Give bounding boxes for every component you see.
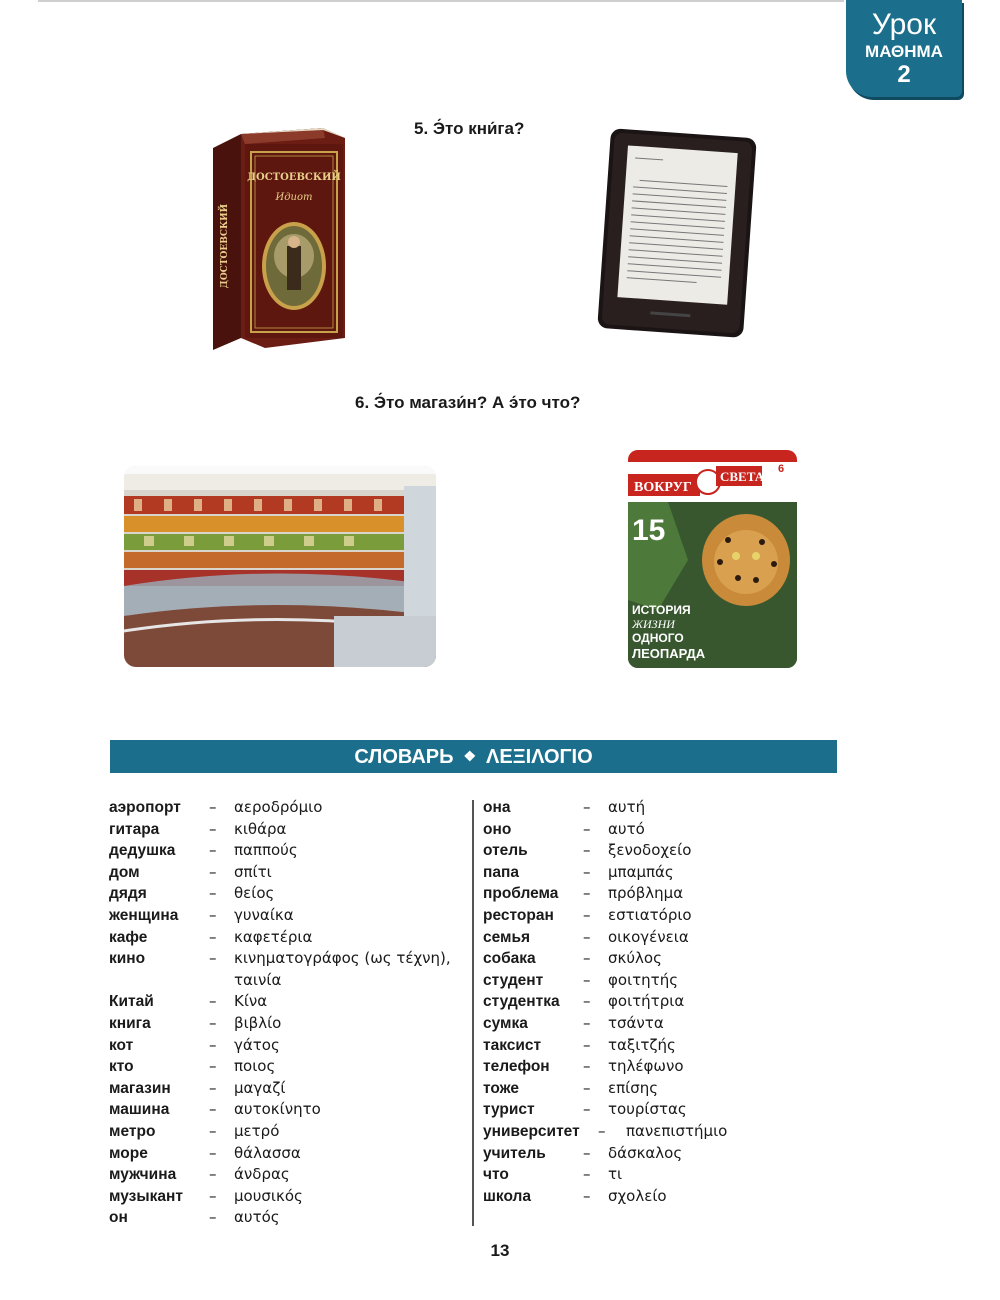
- question-5: 5. Э́то кни́га?: [414, 119, 525, 138]
- magazine-image: [628, 450, 797, 668]
- vocab-gr: κινηματογράφος (ως τέχνη), ταινία: [234, 949, 451, 989]
- vocab-gr: αυτή: [608, 798, 646, 816]
- vocab-dash: –: [209, 1165, 217, 1184]
- vocab-dash: –: [209, 992, 217, 1011]
- vocab-dash: –: [209, 862, 217, 881]
- vocab-ru: проблема: [483, 885, 559, 903]
- vocab-dash: –: [583, 1078, 591, 1097]
- magazine-masthead-left: ВОКРУГ: [634, 480, 692, 495]
- magazine-line-1: ИСТОРИЯ: [632, 603, 691, 617]
- vocab-ru: отель: [483, 842, 528, 860]
- vocab-dash: –: [209, 1078, 217, 1097]
- vocab-ru: книга: [109, 1014, 151, 1032]
- vocab-gr: γάτος: [234, 1035, 280, 1054]
- vocab-dash: –: [209, 1208, 217, 1227]
- vocab-gr: αεροδρόμιο: [234, 798, 323, 816]
- vocab-gr: εστιατόριο: [608, 905, 692, 924]
- vocab-dash: –: [209, 841, 217, 860]
- vocab-ru: ресторан: [483, 906, 554, 924]
- vocab-dash: –: [583, 1057, 591, 1076]
- book-cover-title: Идиот: [275, 192, 313, 203]
- vocab-ru: семья: [483, 928, 531, 946]
- vocab-ru: женщина: [109, 906, 179, 924]
- vocab-dash: –: [583, 1165, 591, 1184]
- ereader-image: [590, 127, 762, 339]
- vocab-gr: τσάντα: [608, 1013, 664, 1032]
- vocab-gr: πανεπιστήμιο: [626, 1121, 728, 1140]
- vocab-ru: собака: [483, 950, 536, 968]
- vocab-gr: καφετέρια: [234, 927, 313, 946]
- magazine-masthead-right: СВЕТА: [720, 469, 765, 484]
- magazine-line-2: ЖИЗНИ: [632, 617, 675, 631]
- book-spine-text: ДОСТОЕВСКИЙ: [220, 203, 230, 289]
- vocab-ru: магазин: [109, 1079, 171, 1097]
- vocab-gr: δάσκαλος: [608, 1143, 683, 1162]
- vocab-gr: αυτό: [608, 819, 645, 838]
- vocab-dash: –: [583, 841, 591, 860]
- vocab-gr: σχολείο: [608, 1186, 667, 1205]
- book-image: [205, 126, 350, 351]
- vocab-gr: θάλασσα: [234, 1143, 301, 1162]
- vocab-dash: –: [583, 949, 591, 968]
- vocab-dash: –: [583, 1035, 591, 1054]
- vocab-gr: πρόβλημα: [608, 884, 684, 903]
- vocab-dash: –: [209, 1143, 217, 1162]
- vocab-dash: –: [209, 819, 217, 838]
- vocab-dash: –: [209, 884, 217, 903]
- vocab-ru: папа: [483, 863, 519, 881]
- vocab-gr: παππούς: [234, 841, 298, 860]
- vocab-dash: –: [583, 1013, 591, 1032]
- question-6: 6. Э́то магази́н? А э́то что?: [355, 393, 581, 412]
- vocab-gr: σκύλος: [608, 949, 662, 968]
- vocab-ru: дедушка: [109, 842, 176, 860]
- vocab-gr: ξενοδοχείο: [608, 841, 692, 860]
- vocab-gr: ποιος: [234, 1057, 276, 1076]
- vocab-gr: βιβλίο: [234, 1013, 282, 1032]
- vocab-gr: σπίτι: [234, 862, 272, 881]
- magazine-issue: 6: [778, 463, 785, 475]
- lesson-label-ru: Урок: [871, 8, 937, 41]
- vocab-ru: учитель: [483, 1144, 546, 1162]
- vocab-ru: машина: [109, 1101, 170, 1119]
- diamond-separator-icon: ❖: [463, 748, 477, 764]
- section-title-gr: ΛΕΞΙΛΟΓΙΟ: [486, 746, 593, 768]
- vocab-gr: μαγαζί: [234, 1078, 286, 1097]
- vocab-dash: –: [583, 970, 591, 989]
- vocab-dash: –: [209, 1121, 217, 1140]
- vocab-ru: аэропорт: [109, 799, 181, 816]
- vocab-dash: –: [209, 1035, 217, 1054]
- vocab-gr: τι: [608, 1165, 623, 1184]
- vocab-ru: Китай: [109, 993, 154, 1011]
- vocab-dash: –: [209, 1057, 217, 1076]
- vocab-gr: τουρίστας: [608, 1100, 687, 1119]
- vocab-gr: φοιτητής: [608, 970, 679, 989]
- vocab-ru: телефон: [483, 1058, 550, 1076]
- vocab-dash: –: [583, 819, 591, 838]
- vocab-gr: ταξιτζής: [608, 1035, 676, 1054]
- vocab-ru: школа: [483, 1187, 532, 1205]
- vocab-dash: –: [583, 884, 591, 903]
- vocab-dash: –: [583, 1143, 591, 1162]
- lesson-number: 2: [897, 61, 911, 88]
- shop-image: [124, 466, 436, 667]
- vocab-ru: тоже: [483, 1079, 520, 1097]
- page-number: 13: [490, 1241, 510, 1260]
- vocab-dash: –: [583, 1186, 591, 1205]
- vocab-ru: кафе: [109, 928, 148, 946]
- vocab-ru: кино: [109, 950, 146, 968]
- vocab-dash: –: [209, 1013, 217, 1032]
- vocab-ru: море: [109, 1144, 148, 1162]
- vocab-ru: дом: [109, 863, 140, 881]
- vocab-gr: αυτός: [234, 1208, 280, 1227]
- vocab-ru: кот: [109, 1036, 134, 1054]
- vocab-dash: –: [583, 905, 591, 924]
- top-rule: [38, 0, 844, 2]
- vocab-ru: музыкант: [109, 1187, 183, 1205]
- vocab-gr: επίσης: [608, 1078, 659, 1097]
- vocab-ru: оно: [483, 820, 512, 838]
- vocab-gr: μουσικός: [234, 1186, 303, 1205]
- vocab-ru: дядя: [109, 885, 147, 903]
- vocabulary-section-bar: [110, 740, 837, 773]
- vocab-ru: таксист: [483, 1036, 542, 1054]
- vocab-ru: мужчина: [109, 1166, 177, 1184]
- vocab-gr: οικογένεια: [608, 927, 689, 946]
- vocab-gr: Κίνα: [234, 992, 268, 1011]
- vocab-gr: άνδρας: [234, 1165, 290, 1184]
- vocab-ru: студент: [483, 971, 544, 989]
- vocab-gr: αυτοκίνητο: [234, 1100, 321, 1119]
- magazine-line-4: ЛЕОПАРДА: [632, 646, 706, 661]
- vocab-dash: –: [209, 798, 217, 816]
- vocab-ru: он: [109, 1209, 128, 1227]
- vocab-dash: –: [209, 1186, 217, 1205]
- vocab-ru: что: [483, 1166, 509, 1184]
- vocab-gr: κιθάρα: [234, 819, 287, 838]
- vocab-dash: –: [209, 927, 217, 946]
- magazine-line-3: ОДНОГО: [632, 631, 684, 645]
- lesson-label-gr: ΜΑΘΗΜΑ: [865, 42, 943, 61]
- vocab-dash: –: [209, 905, 217, 924]
- vocab-gr: θείος: [234, 884, 275, 903]
- vocab-dash: –: [583, 1100, 591, 1119]
- vocab-dash: –: [583, 927, 591, 946]
- vocab-ru: метро: [109, 1122, 156, 1140]
- vocab-ru: турист: [483, 1101, 535, 1119]
- vocab-dash: –: [583, 862, 591, 881]
- book-cover-author: ДОСТОЕВСКИЙ: [247, 172, 341, 183]
- vocab-dash: –: [209, 1100, 217, 1119]
- vocab-dash: –: [598, 1121, 606, 1140]
- vocab-gr: τηλέφωνο: [608, 1057, 684, 1076]
- vocab-ru: кто: [109, 1058, 134, 1076]
- column-divider: [472, 800, 474, 1226]
- vocab-dash: –: [583, 992, 591, 1011]
- vocab-gr: γυναίκα: [234, 905, 294, 924]
- vocab-ru: сумка: [483, 1014, 528, 1032]
- lesson-tab: [846, 0, 962, 97]
- vocab-dash: –: [583, 798, 591, 816]
- vocab-ru: гитара: [109, 820, 160, 838]
- vocab-ru: студентка: [483, 993, 560, 1011]
- magazine-big-number: 15: [632, 514, 666, 547]
- vocab-ru: университет: [483, 1122, 580, 1140]
- vocab-gr: μπαμπάς: [608, 862, 674, 881]
- vocab-gr: φοιτήτρια: [608, 992, 685, 1011]
- vocab-dash: –: [209, 949, 217, 968]
- vocab-ru: она: [483, 799, 511, 816]
- vocab-gr: μετρό: [234, 1121, 280, 1140]
- section-title-ru: СЛОВАРЬ: [354, 746, 454, 768]
